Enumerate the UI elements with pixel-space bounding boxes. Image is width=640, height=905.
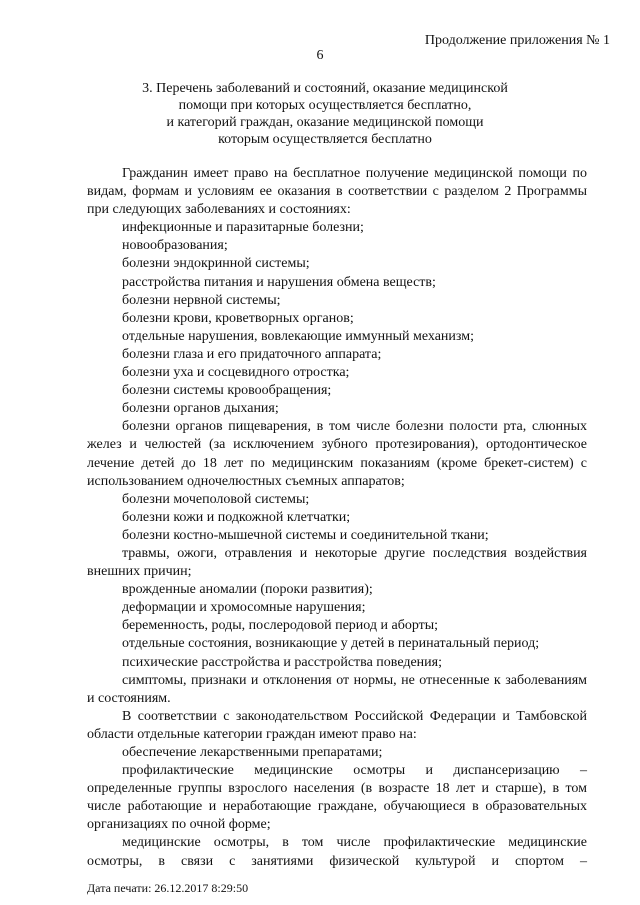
list-item: инфекционные и паразитарные болезни; bbox=[122, 220, 364, 236]
list-item: болезни кожи и подкожной клетчатки; bbox=[122, 509, 351, 525]
list-item: отдельные нарушения, вовлекающие иммунный механизм; bbox=[122, 328, 474, 344]
diseases-list-b bbox=[87, 491, 587, 545]
page-number: 6 bbox=[316, 48, 324, 63]
section-title bbox=[95, 80, 555, 148]
list-item: болезни органов дыхания; bbox=[122, 401, 279, 417]
list-item-drugs: обеспечение лекарственными препаратами; bbox=[122, 745, 383, 760]
digestive-paragraph: болезни органов пищеварения, в том числе болезни полости рта, слюнных желез и челюстей (за исключением зубного протезирования), ортодонтическое лечение детей до 18 лет по медицинским показаниям (кроме брекет-систем) с использованием одночелюстных съемных аппаратов; bbox=[87, 419, 587, 489]
categories-intro-paragraph: В соответствии с законодательством Российской Федерации и Тамбовской области отдельные категории граждан имеют право на: bbox=[87, 708, 587, 742]
list-item: новообразования; bbox=[122, 238, 228, 254]
checkups-paragraph: профилактические медицинские осмотры и диспансеризацию – определенные группы взрослого населения (в возрасте 18 лет и старше), в том числе работающие и неработающие граждане, обучающиеся в образовательных организациях по очной форме; bbox=[87, 763, 588, 833]
list-item: болезни эндокринной системы; bbox=[122, 256, 310, 272]
appendix-note: Продолжение приложения № 1 bbox=[424, 33, 610, 48]
document-body bbox=[87, 165, 587, 871]
list-item: болезни глаза и его придаточного аппарата; bbox=[122, 346, 382, 362]
intro-paragraph: Гражданин имеет право на бесплатное получение медицинской помощи по видам, формам и условиям ее оказания в соответствии с разделом 2 Программы при следующих заболеваниях и состояниях: bbox=[87, 166, 588, 218]
list-item: психические расстройства и расстройства поведения; bbox=[122, 654, 442, 670]
list-item: болезни костно-мышечной системы и соединительной ткани; bbox=[122, 527, 489, 543]
sport-paragraph: медицинские осмотры, в том числе профилактические медицинские осмотры, в связи с занятиями физической культурой и спортом – bbox=[87, 835, 587, 869]
list-item: врожденные аномалии (пороки развития); bbox=[122, 582, 373, 598]
diseases-list-c bbox=[87, 581, 587, 671]
injuries-paragraph: травмы, ожоги, отравления и некоторые другие последствия воздействия внешних причин; bbox=[87, 545, 587, 580]
title-line: которым осуществляется бесплатно bbox=[218, 132, 432, 147]
title-line: 3. Перечень заболеваний и состояний, оказание медицинской bbox=[142, 81, 508, 96]
list-item: болезни мочеполовой системы; bbox=[122, 491, 310, 507]
list-item: болезни уха и сосцевидного отростка; bbox=[122, 365, 350, 381]
list-item: болезни крови, кроветворных органов; bbox=[122, 310, 354, 326]
title-line: и категорий граждан, оказание медицинской помощи bbox=[166, 115, 484, 130]
diseases-list-a bbox=[87, 219, 587, 418]
symptoms-paragraph: симптомы, признаки и отклонения от нормы, не отнесенные к заболеваниям и состояниям. bbox=[87, 672, 588, 706]
list-item: болезни нервной системы; bbox=[122, 292, 281, 308]
title-line: помощи при которых осуществляется бесплатно, bbox=[178, 98, 472, 113]
list-item: деформации и хромосомные нарушения; bbox=[122, 600, 366, 616]
list-item: беременность, роды, послеродовой период и аборты; bbox=[122, 618, 439, 634]
print-date: Дата печати: 26.12.2017 8:29:50 bbox=[87, 881, 249, 895]
list-item: расстройства питания и нарушения обмена веществ; bbox=[122, 274, 436, 290]
list-item: отдельные состояния, возникающие у детей в перинатальный период; bbox=[122, 636, 540, 652]
list-item: болезни системы кровообращения; bbox=[122, 383, 332, 399]
